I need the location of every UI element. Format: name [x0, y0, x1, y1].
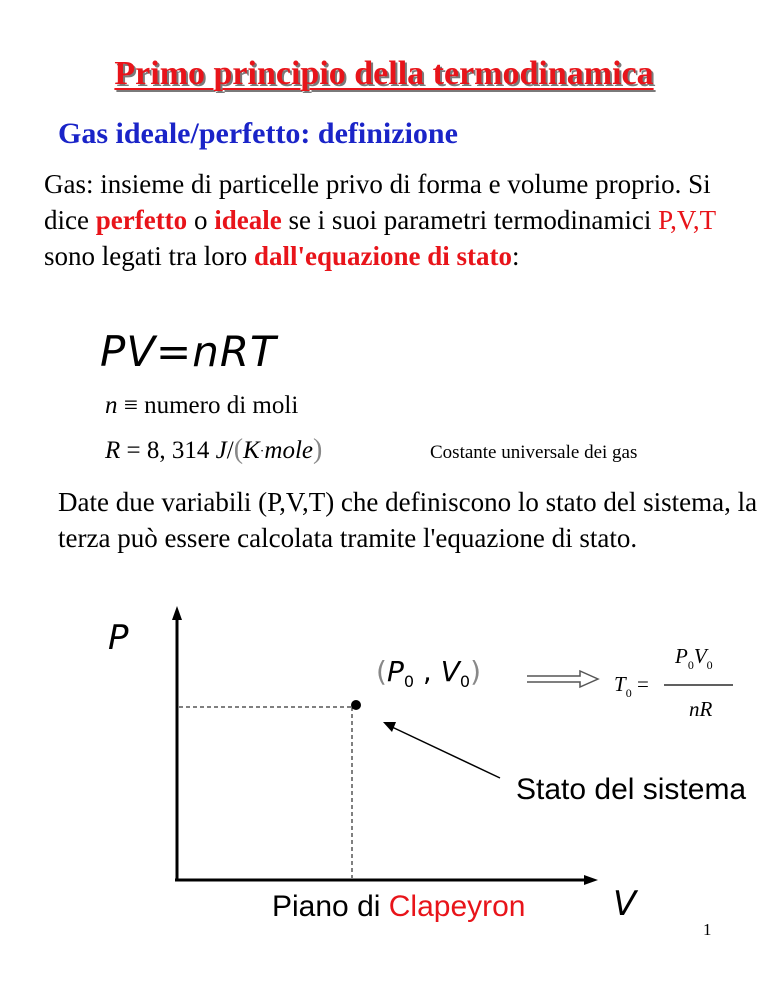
r-definition: R = 8, 314 J/(K·mole)	[105, 434, 323, 465]
state-pointer-line	[392, 727, 500, 778]
definition-text: o	[187, 205, 215, 235]
section-subtitle: Gas ideale/perfetto: definizione	[58, 117, 458, 150]
coord-comma: ,	[422, 655, 432, 688]
equivalence-symbol: ≡	[123, 392, 138, 419]
t-symbol: T	[614, 672, 626, 696]
subscript-zero: 0	[687, 658, 694, 672]
subscript-zero: 0	[459, 672, 471, 691]
t0-expression	[614, 672, 649, 701]
plane-label-text: Piano di	[272, 890, 389, 923]
definition-text: sono legati tra loro	[44, 241, 254, 271]
frac-v: V	[693, 644, 707, 668]
implication-arrow	[527, 671, 598, 687]
equals-symbol: =	[126, 437, 141, 464]
v-axis-label: V	[613, 884, 637, 924]
state-point	[351, 700, 361, 710]
definition-text: se i suoi parametri termodinamici	[281, 205, 659, 235]
n-symbol: n	[105, 392, 118, 419]
ideal-gas-equation: PV=nRT	[100, 327, 277, 376]
term-perfetto: perfetto	[95, 205, 188, 235]
equals-symbol: =	[636, 672, 649, 696]
definition-text: :	[511, 241, 520, 271]
state-label: Stato del sistema	[516, 773, 747, 806]
r-description: Costante universale dei gas	[430, 442, 638, 463]
p-axis-label: P	[108, 618, 129, 658]
plane-label	[272, 890, 526, 924]
term-equazione-di-stato: dall'equazione di stato	[253, 241, 512, 271]
subscript-zero: 0	[625, 686, 632, 700]
r-symbol: R	[105, 437, 121, 464]
clapeyron-name: Clapeyron	[388, 890, 526, 923]
term-pvt: P,V,T	[658, 205, 716, 235]
state-paragraph: Date due variabili (P,V,T) che definiscono lo stato del sistema, la terza può essere calcolata tramite l'equazione di stato.	[58, 487, 758, 553]
r-value: 8, 314	[146, 437, 210, 464]
fraction-denominator: nR	[689, 697, 713, 721]
unit-joule: J	[215, 437, 227, 464]
fraction-numerator	[675, 644, 713, 673]
term-ideale: ideale	[214, 205, 282, 235]
definition-text: Gas: insieme di particelle privo di forma e volume proprio. Si dice	[44, 169, 711, 235]
page-title: Primo principio della termodinamica	[114, 55, 654, 92]
v-axis-arrowhead	[584, 875, 598, 885]
p-axis-arrowhead	[172, 606, 182, 620]
coord-v: V	[440, 655, 460, 688]
state-pointer-arrowhead	[383, 722, 396, 732]
subscript-zero: 0	[403, 672, 415, 691]
frac-p: P	[675, 644, 688, 668]
unit-mole: mole	[264, 437, 313, 464]
n-description: numero di moli	[144, 392, 299, 419]
coord-p: P	[386, 655, 404, 688]
unit-kelvin: K	[243, 437, 260, 464]
state-coordinates: ($P_0$ , $V_0$)	[376, 655, 482, 691]
page-number: 1	[703, 920, 712, 939]
unit-slash: /	[226, 437, 234, 464]
subscript-zero: 0	[706, 658, 713, 672]
